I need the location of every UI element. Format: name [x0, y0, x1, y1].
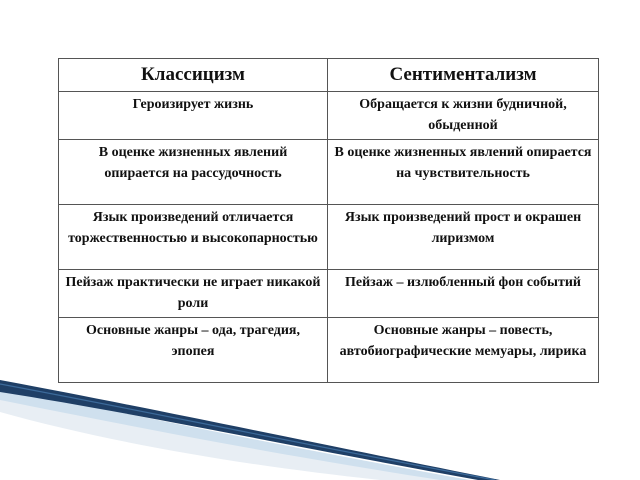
table-cell	[328, 270, 599, 318]
cell-text: В оценке жизненных явлений опирается на чувствительность	[334, 145, 592, 181]
table-cell	[59, 140, 328, 205]
comparison-table	[58, 58, 599, 383]
swoosh-shadow	[0, 394, 450, 480]
table-cell	[328, 92, 599, 140]
table-row	[59, 270, 599, 318]
table-row	[59, 92, 599, 140]
table-cell	[59, 318, 328, 383]
cell-text: Язык произведений отличается торжественностью и высокопарностью	[68, 210, 318, 246]
table-cell	[328, 205, 599, 270]
table-header-row	[59, 59, 599, 92]
cell-text: В оценке жизненных явлений опирается на рассудочность	[98, 145, 288, 181]
swoosh-line	[0, 384, 495, 480]
header-sentimentalism: Сентиментализм	[328, 59, 599, 92]
cell-text: Обращается к жизни будничной, обыденной	[359, 97, 567, 133]
header-classicism: Классицизм	[59, 59, 328, 92]
cell-text: Основные жанры – ода, трагедия, эпопея	[86, 323, 300, 359]
swoosh-dark	[0, 380, 500, 480]
table-cell	[59, 270, 328, 318]
table-row	[59, 140, 599, 205]
cell-text: Язык произведений прост и окрашен лиризмом	[344, 210, 582, 246]
decorative-swoosh	[0, 380, 640, 480]
cell-text: Пейзаж – излюбленный фон событий	[345, 275, 581, 290]
swoosh-light	[0, 388, 470, 480]
cell-text: Основные жанры – повесть, автобиографические мемуары, лирика	[339, 323, 587, 359]
table-cell	[328, 318, 599, 383]
table-cell	[328, 140, 599, 205]
table-cell	[59, 92, 328, 140]
cell-text: Пейзаж практически не играет никакой роли	[65, 275, 321, 311]
table-row	[59, 205, 599, 270]
table-row	[59, 318, 599, 383]
cell-text: Героизирует жизнь	[132, 97, 254, 112]
table-cell	[59, 205, 328, 270]
